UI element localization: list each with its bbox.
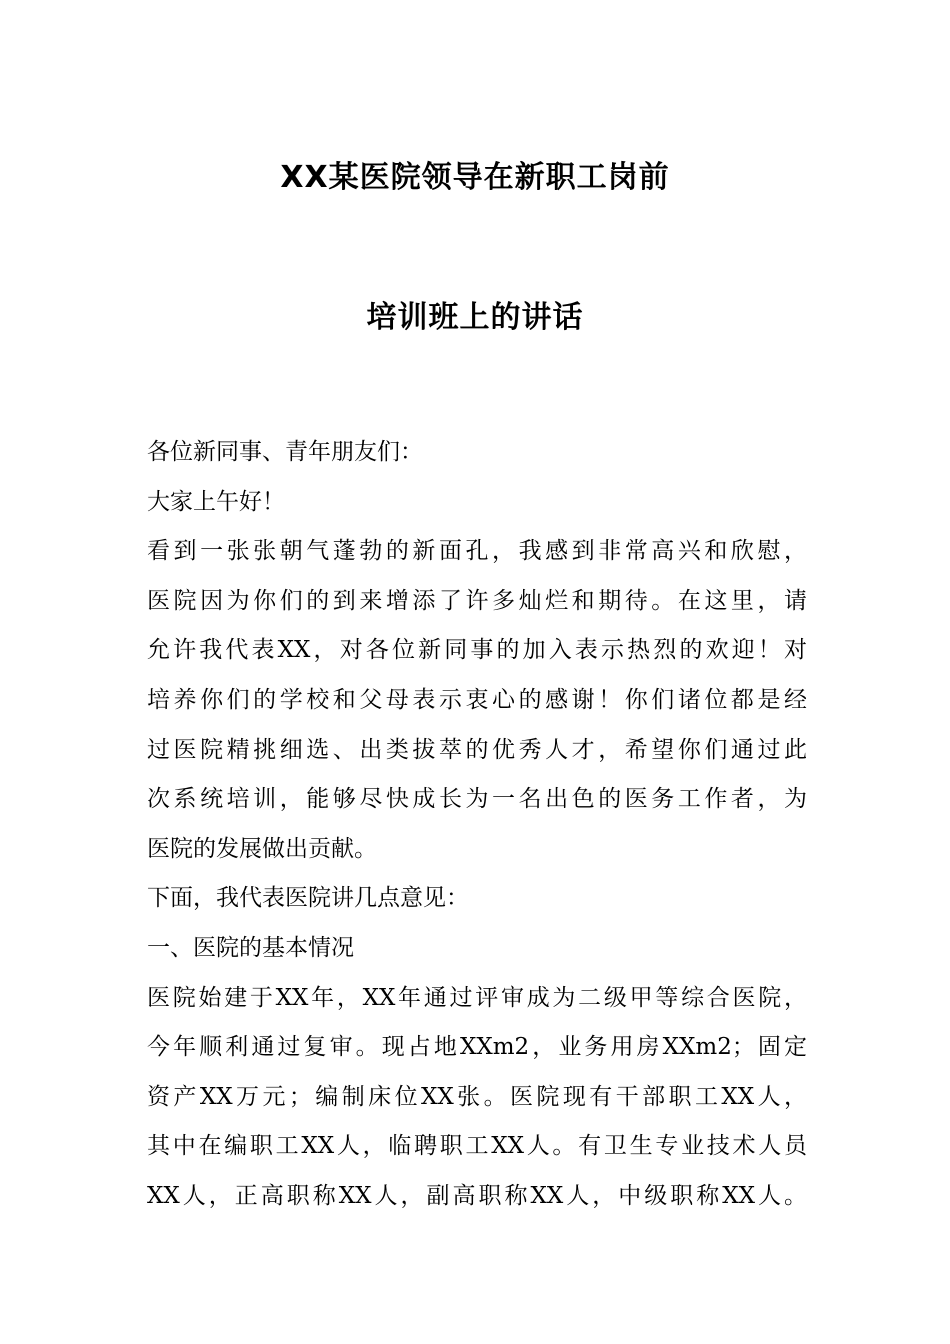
paragraph-line: 看到一张张朝气蓬勃的新面孔，我感到非常高兴和欣慰， — [147, 538, 807, 565]
document-title-line-1: XX某医院领导在新职工岗前 — [280, 160, 670, 195]
paragraph-line: 下面，我代表医院讲几点意见： — [147, 885, 469, 912]
paragraph-line: 允许我代表XX，对各位新同事的加入表示热烈的欢迎！对 — [147, 637, 807, 664]
paragraph-line: 医院的发展做出贡献。 — [147, 835, 377, 862]
paragraph-line: 过医院精挑细选、出类拔萃的优秀人才，希望你们通过此 — [147, 736, 807, 763]
paragraph-line: 培养你们的学校和父母表示衷心的感谢！你们诸位都是经 — [147, 686, 807, 713]
paragraph-line: 次系统培训，能够尽快成长为一名出色的医务工作者，为 — [147, 786, 807, 813]
section-heading: 一、医院的基本情况 — [147, 934, 354, 961]
salutation: 各位新同事、青年朋友们： — [147, 439, 423, 465]
paragraph-line: 医院始建于XX年，XX年通过评审成为二级甲等综合医院， — [147, 984, 807, 1011]
paragraph-line: 医院因为你们的到来增添了许多灿烂和期待。在这里，请 — [147, 587, 807, 614]
paragraph-line: XX人，正高职称XX人，副高职称XX人，中级职称XX人。 — [147, 1182, 807, 1209]
paragraph-line: 其中在编职工XX人，临聘职工XX人。有卫生专业技术人员 — [147, 1133, 807, 1160]
greeting: 大家上午好！ — [147, 488, 285, 515]
paragraph-line: 资产XX万元；编制床位XX张。医院现有干部职工XX人， — [147, 1083, 807, 1110]
document-body — [147, 428, 807, 1222]
paragraph-line: 今年顺利通过复审。现占地XXm2，业务用房XXm2；固定 — [147, 1034, 807, 1061]
document-title-line-2: 培训班上的讲话 — [366, 300, 584, 335]
